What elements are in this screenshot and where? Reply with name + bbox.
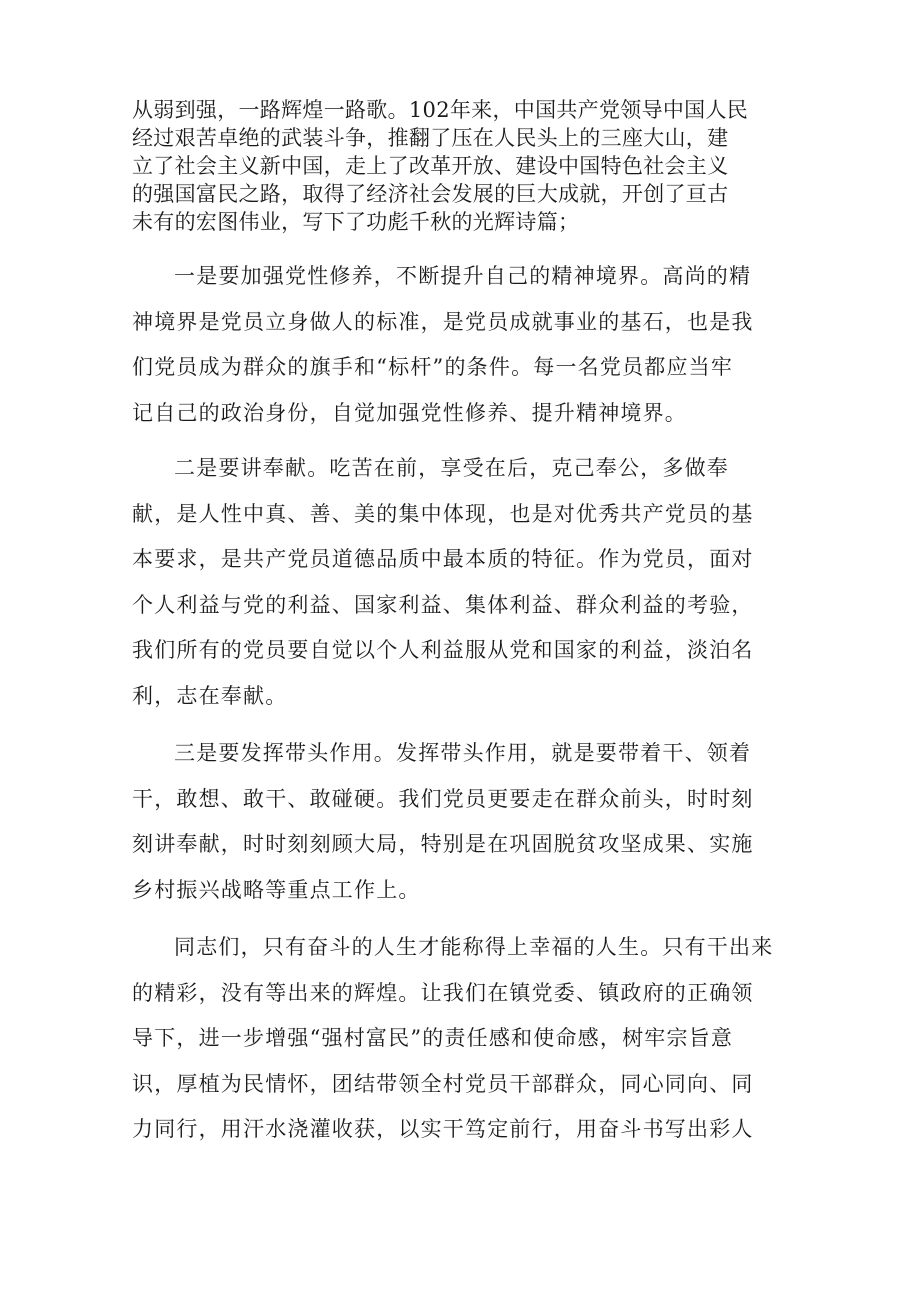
text-line: 献，是人性中真、善、美的集中体现，也是对优秀共产党员的基 bbox=[132, 501, 754, 526]
text-line: 的精彩，没有等出来的辉煌。让我们在镇党委、镇政府的正确领 bbox=[132, 980, 754, 1005]
paragraph-dedication bbox=[132, 446, 792, 719]
text-line: 一是要加强党性修养，不断提升自己的精神境界。高尚的精 bbox=[174, 264, 752, 288]
text-line: 从弱到强，一路辉煌一路歌。102年来，中国共产党领导中国人民 bbox=[132, 98, 749, 122]
document-body bbox=[132, 96, 792, 1153]
text-line: 乡村振兴战略等重点工作上。 bbox=[132, 877, 421, 902]
text-line: 我们所有的党员要自觉以个人利益服从党和国家的利益，淡泊名 bbox=[132, 638, 754, 662]
paragraph-closing bbox=[132, 925, 792, 1153]
text-line: 未有的宏图伟业，写下了功彪千秋的光辉诗篇； bbox=[132, 210, 580, 234]
text-line: 同志们，只有奋斗的人生才能称得上幸福的人生。只有干出来 bbox=[174, 935, 774, 959]
text-line: 经过艰苦卓绝的武装斗争，推翻了压在人民头上的三座大山，建 bbox=[132, 126, 729, 150]
text-line: 个人利益与党的利益、国家利益、集体利益、群众利益的考验， bbox=[132, 592, 754, 617]
text-line: 的强国富民之路，取得了经济社会发展的巨大成就，开创了亘古 bbox=[132, 182, 729, 206]
paragraph-history bbox=[132, 96, 792, 236]
text-line: 识，厚植为民情怀，团结带领全村党员干部群众，同心同向、同 bbox=[132, 1071, 754, 1096]
text-line: 们党员成为群众的旗手和“标杆”的条件。每一名党员都应当牢 bbox=[132, 355, 734, 379]
text-line: 神境界是党员立身做人的标准，是党员成就事业的基石，也是我 bbox=[132, 309, 754, 334]
paragraph-party-cultivation bbox=[132, 254, 792, 436]
text-line: 刻讲奉献，时时刻刻顾大局，特别是在巩固脱贫攻坚成果、实施 bbox=[132, 832, 754, 856]
text-line: 干，敢想、敢干、敢碰硬。我们党员更要走在群众前头，时时刻 bbox=[132, 786, 754, 811]
text-line: 记自己的政治身份，自觉加强党性修养、提升精神境界。 bbox=[132, 400, 687, 425]
text-line: 立了社会主义新中国，走上了改革开放、建设中国特色社会主义 bbox=[132, 154, 729, 178]
paragraph-leading-role bbox=[132, 731, 792, 913]
text-line: 三是要发挥带头作用。发挥带头作用，就是要带着干、领着 bbox=[174, 741, 752, 765]
text-line: 本要求，是共产党员道德品质中最本质的特征。作为党员，面对 bbox=[132, 547, 754, 571]
text-line: 二是要讲奉献。吃苦在前，享受在后，克己奉公，多做奉 bbox=[174, 456, 729, 480]
text-line: 利，志在奉献。 bbox=[132, 683, 288, 708]
text-line: 力同行，用汗水浇灌收获，以实干笃定前行，用奋斗书写出彩人 bbox=[132, 1117, 754, 1141]
text-line: 导下，进一步增强“强村富民”的责任感和使命感，树牢宗旨意 bbox=[132, 1026, 734, 1050]
